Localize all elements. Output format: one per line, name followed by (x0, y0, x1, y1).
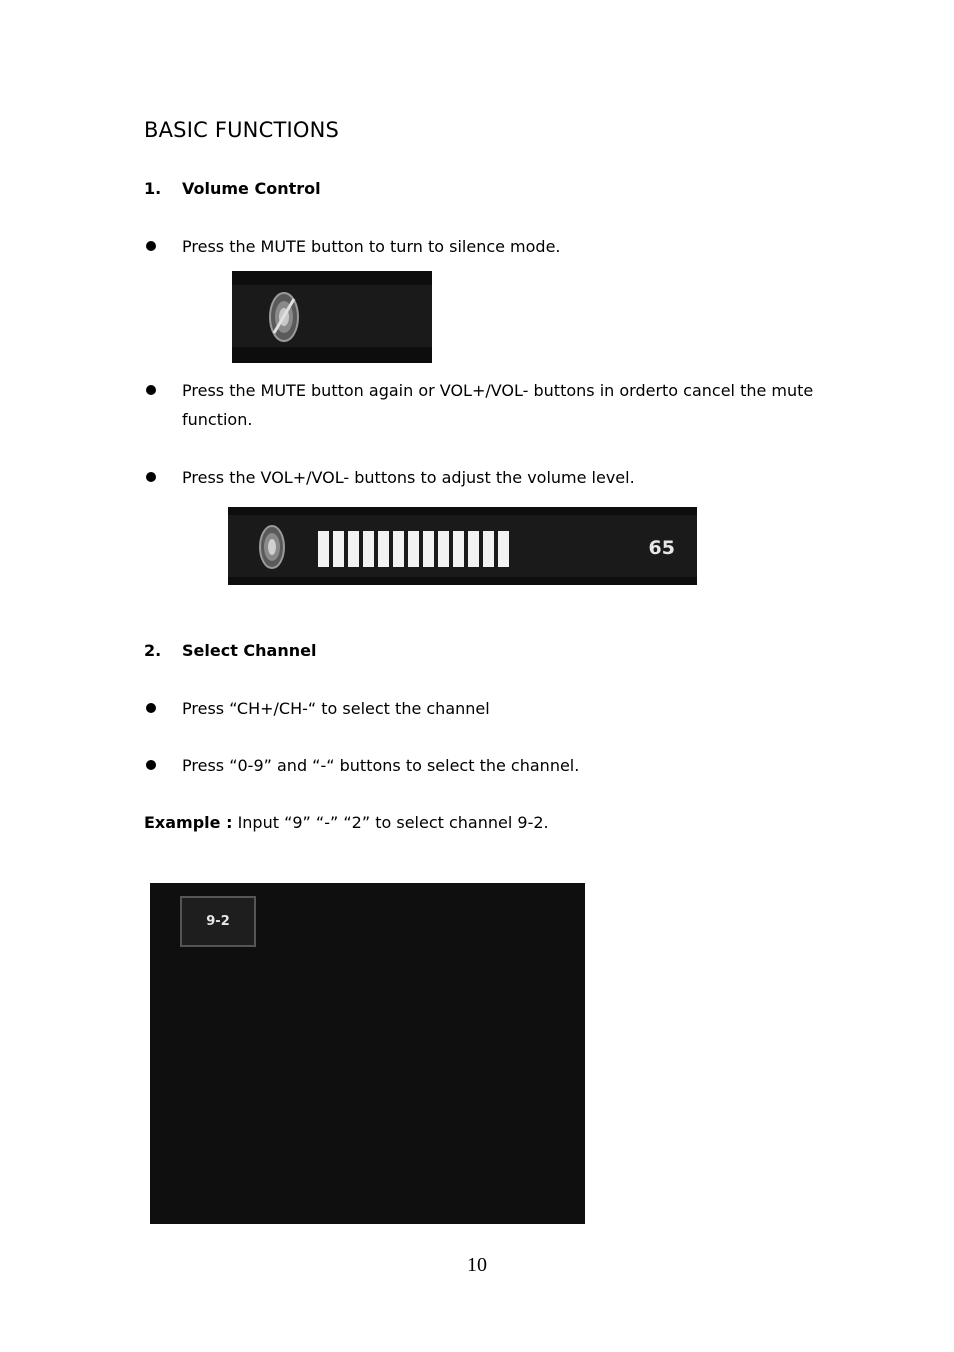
bullet-icon (146, 760, 156, 770)
bullet-text: Press the MUTE button to turn to silence mode. (182, 237, 561, 256)
bullet-icon (146, 703, 156, 713)
bullet-text: Press “0-9” and “-“ buttons to select the channel. (182, 756, 580, 775)
speaker-icon (254, 523, 290, 571)
volume-segment (453, 531, 464, 567)
example-line (144, 813, 549, 832)
bullet-text: Press the VOL+/VOL- buttons to adjust the volume level. (182, 468, 635, 487)
channel-osd-screenshot (150, 883, 585, 1224)
section-number: 1. (144, 179, 162, 198)
section-number: 2. (144, 641, 162, 660)
bullet-icon (146, 385, 156, 395)
volume-segment (318, 531, 329, 567)
example-label: Example : (144, 813, 233, 832)
volume-segment (483, 531, 494, 567)
page-number: 10 (467, 1254, 487, 1276)
example-text: Input “9” “-” “2” to select channel 9-2. (232, 813, 549, 832)
volume-segment (498, 531, 509, 567)
bullet-text: Press “CH+/CH-“ to select the channel (182, 699, 490, 718)
bullet-icon (146, 241, 156, 251)
section-label: Select Channel (182, 641, 317, 660)
section-label: Volume Control (182, 179, 321, 198)
page-title: BASIC FUNCTIONS (144, 118, 340, 142)
volume-segment (423, 531, 434, 567)
volume-segment (348, 531, 359, 567)
bullet-icon (146, 472, 156, 482)
volume-segment (363, 531, 374, 567)
volume-segment (393, 531, 404, 567)
volume-segment (333, 531, 344, 567)
speaker-muted-icon (262, 289, 306, 345)
volume-segment (438, 531, 449, 567)
volume-segment (468, 531, 479, 567)
bullet-text: Press the MUTE button again or VOL+/VOL- buttons in orderto cancel the mute function. (182, 381, 814, 429)
mute-osd-screenshot (232, 271, 432, 363)
channel-number-box: 9-2 (180, 896, 256, 947)
volume-osd-screenshot (228, 507, 697, 585)
volume-segment (408, 531, 419, 567)
volume-segment (378, 531, 389, 567)
volume-value: 65 (648, 537, 675, 559)
